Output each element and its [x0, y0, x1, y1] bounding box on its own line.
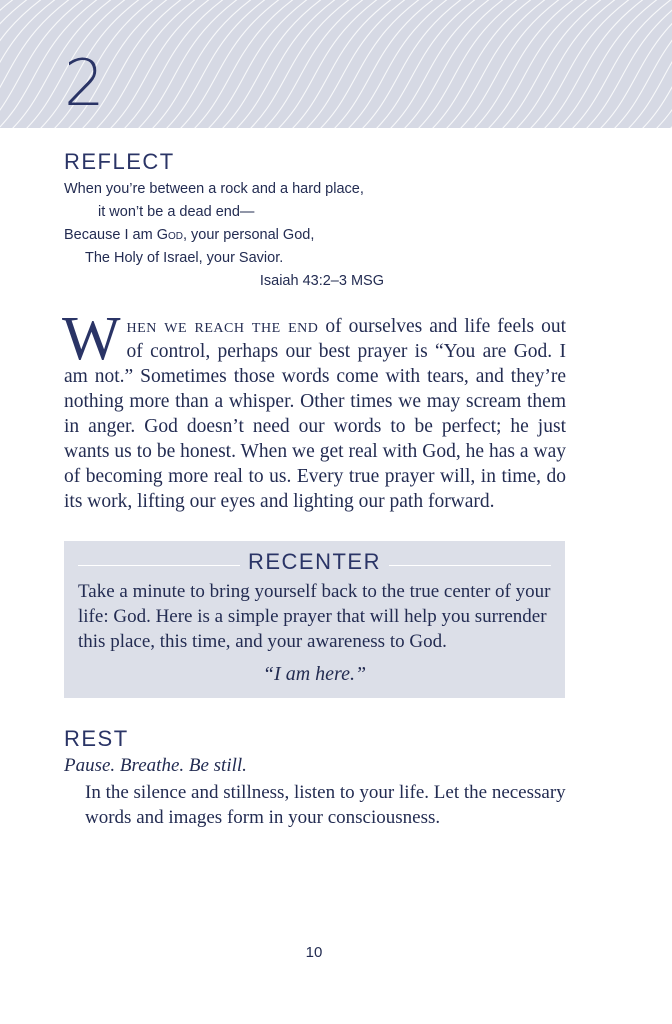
wave-line: [224, 0, 364, 128]
devotional-paragraph: [62, 305, 566, 514]
wave-line: [42, 0, 182, 128]
wave-line: [378, 0, 518, 128]
wave-line: [266, 0, 406, 128]
rest-subtitle: Pause. Breathe. Be still.: [64, 755, 247, 776]
wave-line: [462, 0, 602, 128]
wave-line: [504, 0, 644, 128]
verse-reference: Isaiah 43:2–3 MSG: [259, 273, 384, 289]
wave-line: [420, 0, 560, 128]
wave-line: [630, 0, 672, 128]
drop-cap: W: [62, 305, 121, 373]
verse-line-3-end: , your personal God,: [182, 227, 315, 243]
rest-text: In the silence and stillness, listen to your life. Let the necessary words and images form in your consciousness.: [85, 782, 566, 828]
lead-in-text: hen we reach the end: [126, 316, 319, 337]
wave-line: [84, 0, 224, 128]
wave-line: [210, 0, 350, 128]
reflect-heading: REFLECT: [64, 149, 175, 174]
wave-line: [126, 0, 266, 128]
recenter-heading-wrap: [64, 549, 565, 575]
verse-line-3-start: Because I am: [64, 227, 157, 243]
wave-line: [196, 0, 336, 128]
page-number: 10: [305, 944, 323, 961]
wave-line: [322, 0, 462, 128]
wave-line: [0, 0, 70, 128]
wave-line: [112, 0, 252, 128]
wave-line: [364, 0, 504, 128]
wave-line: [602, 0, 672, 128]
rest-paragraph: [64, 780, 566, 830]
rest-heading: REST: [64, 726, 129, 751]
wave-line: [658, 0, 672, 128]
wave-line: [560, 0, 672, 128]
wave-line: [182, 0, 322, 128]
scripture-verse: [64, 178, 394, 293]
wave-line: [350, 0, 490, 128]
verse-line-1: When you’re between a rock and a hard place,: [64, 181, 364, 197]
wave-line: [434, 0, 574, 128]
wave-line: [98, 0, 238, 128]
wave-line: [0, 0, 56, 128]
verse-line-2: it won’t be a dead end—: [98, 204, 255, 220]
verse-line-3: [64, 224, 394, 247]
wave-line: [392, 0, 532, 128]
wave-line: [140, 0, 280, 128]
chapter-number: 2: [64, 47, 103, 121]
wave-line: [448, 0, 588, 128]
recenter-box: [64, 541, 565, 698]
recenter-heading: RECENTER: [240, 549, 389, 574]
wave-line: [308, 0, 448, 128]
wave-line: [0, 0, 42, 128]
prayer-quote: “I am here.”: [262, 663, 367, 685]
wave-line: [490, 0, 630, 128]
recenter-text: Take a minute to bring yourself back to the true center of your life: God. Here is a simple prayer that will help you surrender this place, this time, and your awareness to God.: [78, 581, 551, 652]
wave-line: [280, 0, 420, 128]
wave-line: [294, 0, 434, 128]
verse-line-4: The Holy of Israel, your Savior.: [85, 250, 284, 266]
header-band: [0, 0, 672, 128]
wave-line: [406, 0, 546, 128]
wave-line: [252, 0, 392, 128]
wave-line: [0, 0, 14, 128]
verse-divine-name: God: [156, 227, 183, 243]
wave-line: [168, 0, 308, 128]
wave-line: [476, 0, 616, 128]
wave-line: [518, 0, 658, 128]
wave-line: [616, 0, 672, 128]
wave-line: [532, 0, 672, 128]
wave-line: [154, 0, 294, 128]
paragraph-text: of ourselves and life feels out of control, perhaps our best prayer is “You are God. I am not.” Sometimes those words come with tears, and they’re nothing more than a whisper. Other times we may scream them in anger. God doesn’t need our words to be perfect; he just wants us to be honest. When we get real with God, he has a way of becoming more real to us. Every true prayer will, in time, do its work, lifting our eyes and lighting our path forward.: [64, 316, 566, 512]
wave-line: [336, 0, 476, 128]
wave-line: [238, 0, 378, 128]
